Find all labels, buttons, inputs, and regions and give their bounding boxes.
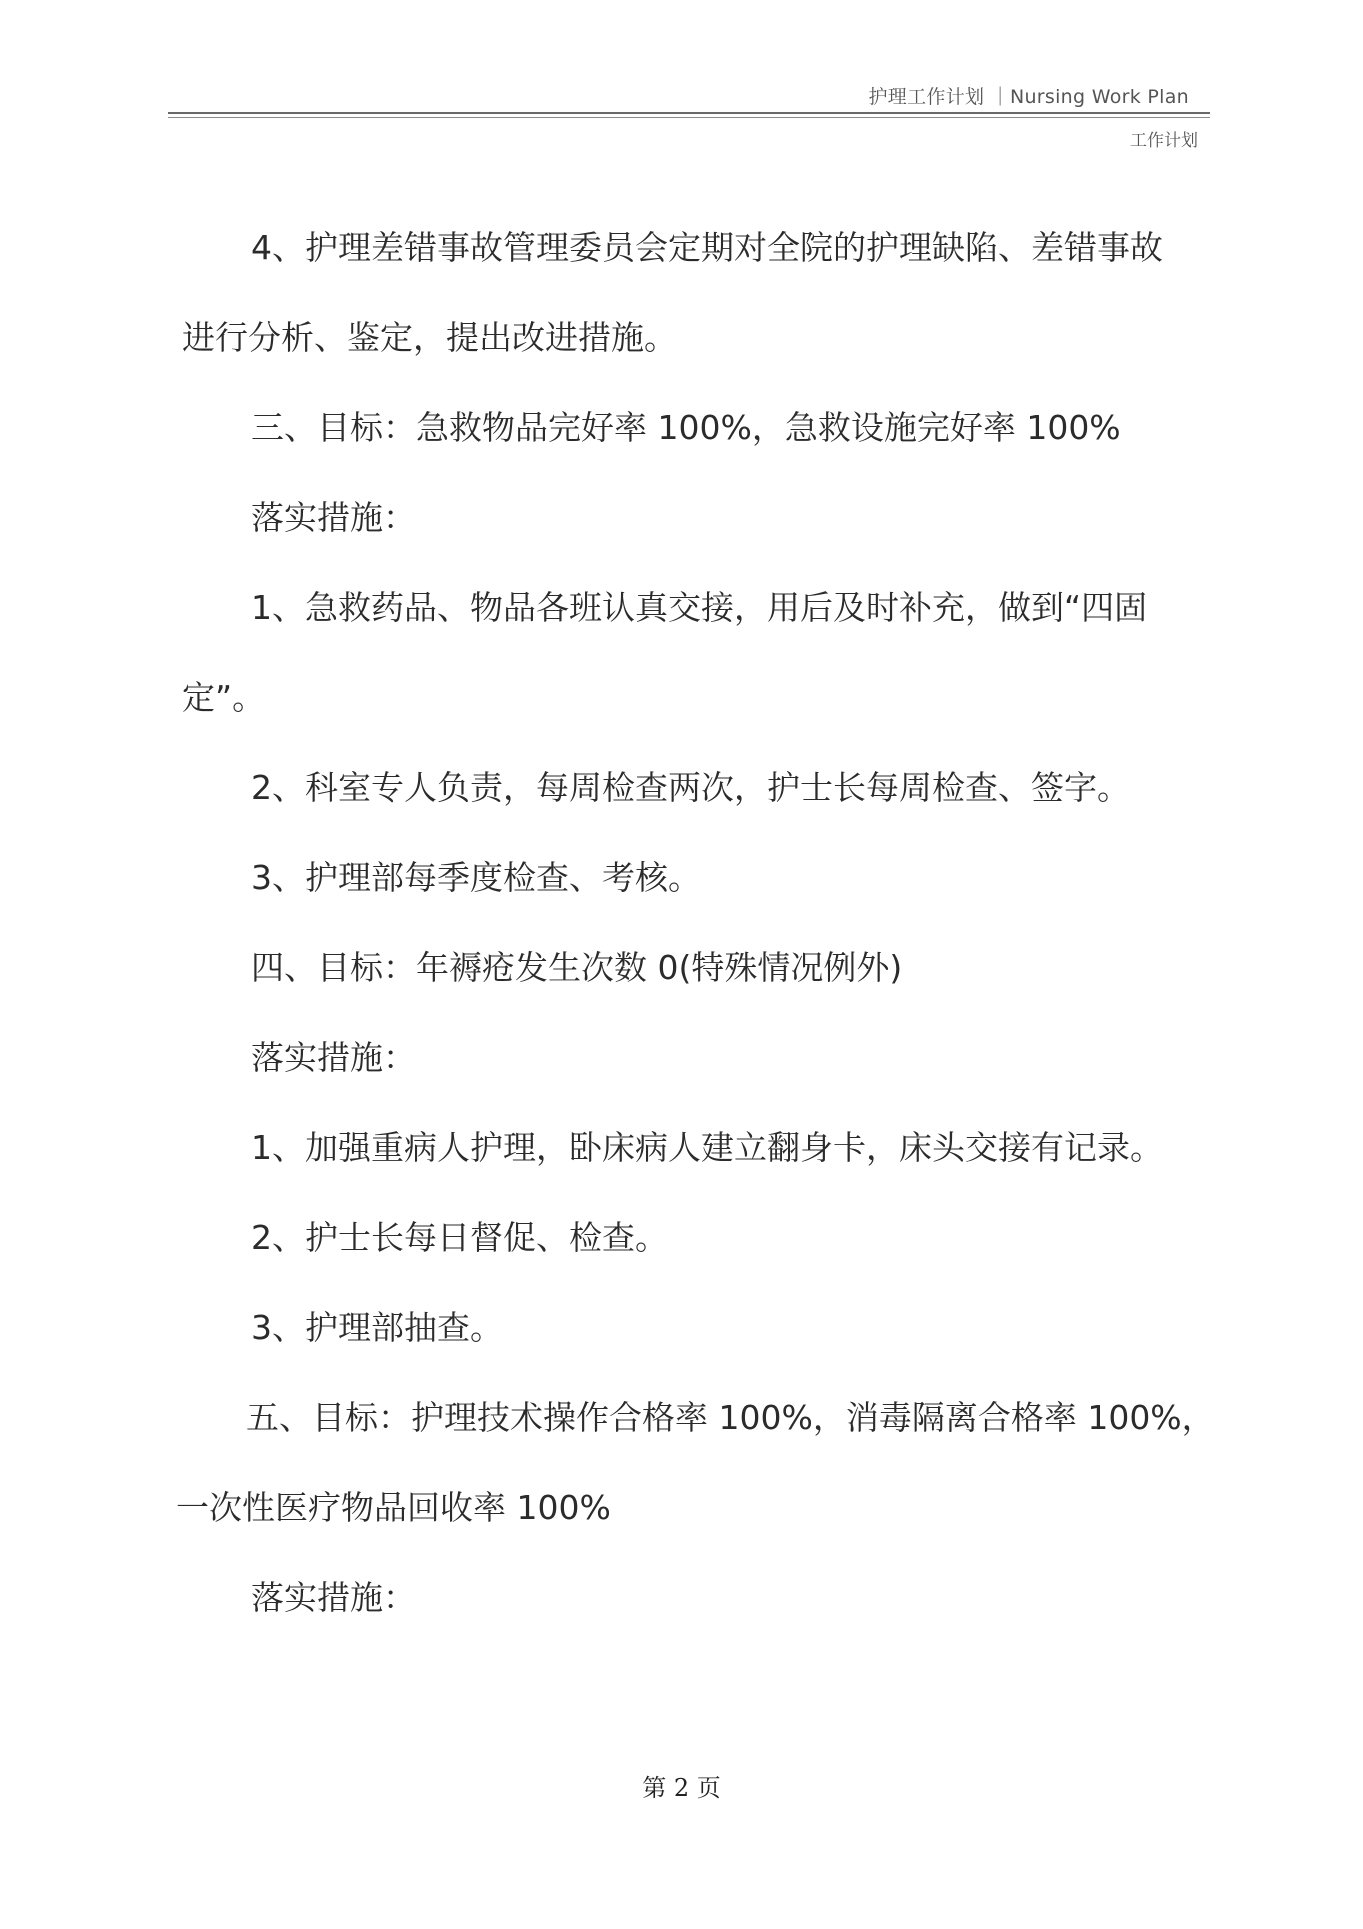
- paragraph-line: 1、加强重病人护理，卧床病人建立翻身卡，床头交接有记录。: [251, 1128, 1163, 1167]
- section-heading-5: 五、目标：护理技术操作合格率 100%，消毒隔离合格率 100%，: [246, 1398, 1215, 1437]
- paragraph-line: 2、护士长每日督促、检查。: [251, 1218, 668, 1257]
- paragraph-line: 2、科室专人负责，每周检查两次，护士长每周检查、签字。: [251, 768, 1130, 807]
- paragraph-line: 4、护理差错事故管理委员会定期对全院的护理缺陷、差错事故: [251, 228, 1163, 267]
- paragraph-line: 定”。: [182, 678, 266, 717]
- running-header-title: 护理工作计划 ｜Nursing Work Plan: [868, 86, 1189, 108]
- page-number: 第 2 页: [642, 1774, 721, 1802]
- measures-label: 落实措施：: [251, 1578, 416, 1617]
- section-heading-3: 三、目标：急救物品完好率 100%，急救设施完好率 100%: [251, 408, 1121, 447]
- paragraph-line: 进行分析、鉴定，提出改进措施。: [182, 318, 677, 357]
- paragraph-line: 3、护理部抽查。: [251, 1308, 503, 1347]
- section-heading-4: 四、目标：年褥疮发生次数 0(特殊情况例外): [251, 948, 903, 987]
- measures-label: 落实措施：: [251, 498, 416, 537]
- paragraph-line: 3、护理部每季度检查、考核。: [251, 858, 701, 897]
- measures-label: 落实措施：: [251, 1038, 416, 1077]
- header-rule-thick: [168, 112, 1210, 114]
- running-header-subtitle: 工作计划: [1130, 131, 1198, 151]
- header-rule-thin: [168, 117, 1210, 118]
- paragraph-line: 一次性医疗物品回收率 100%: [176, 1488, 611, 1527]
- paragraph-line: 1、急救药品、物品各班认真交接，用后及时补充，做到“四固: [251, 588, 1148, 627]
